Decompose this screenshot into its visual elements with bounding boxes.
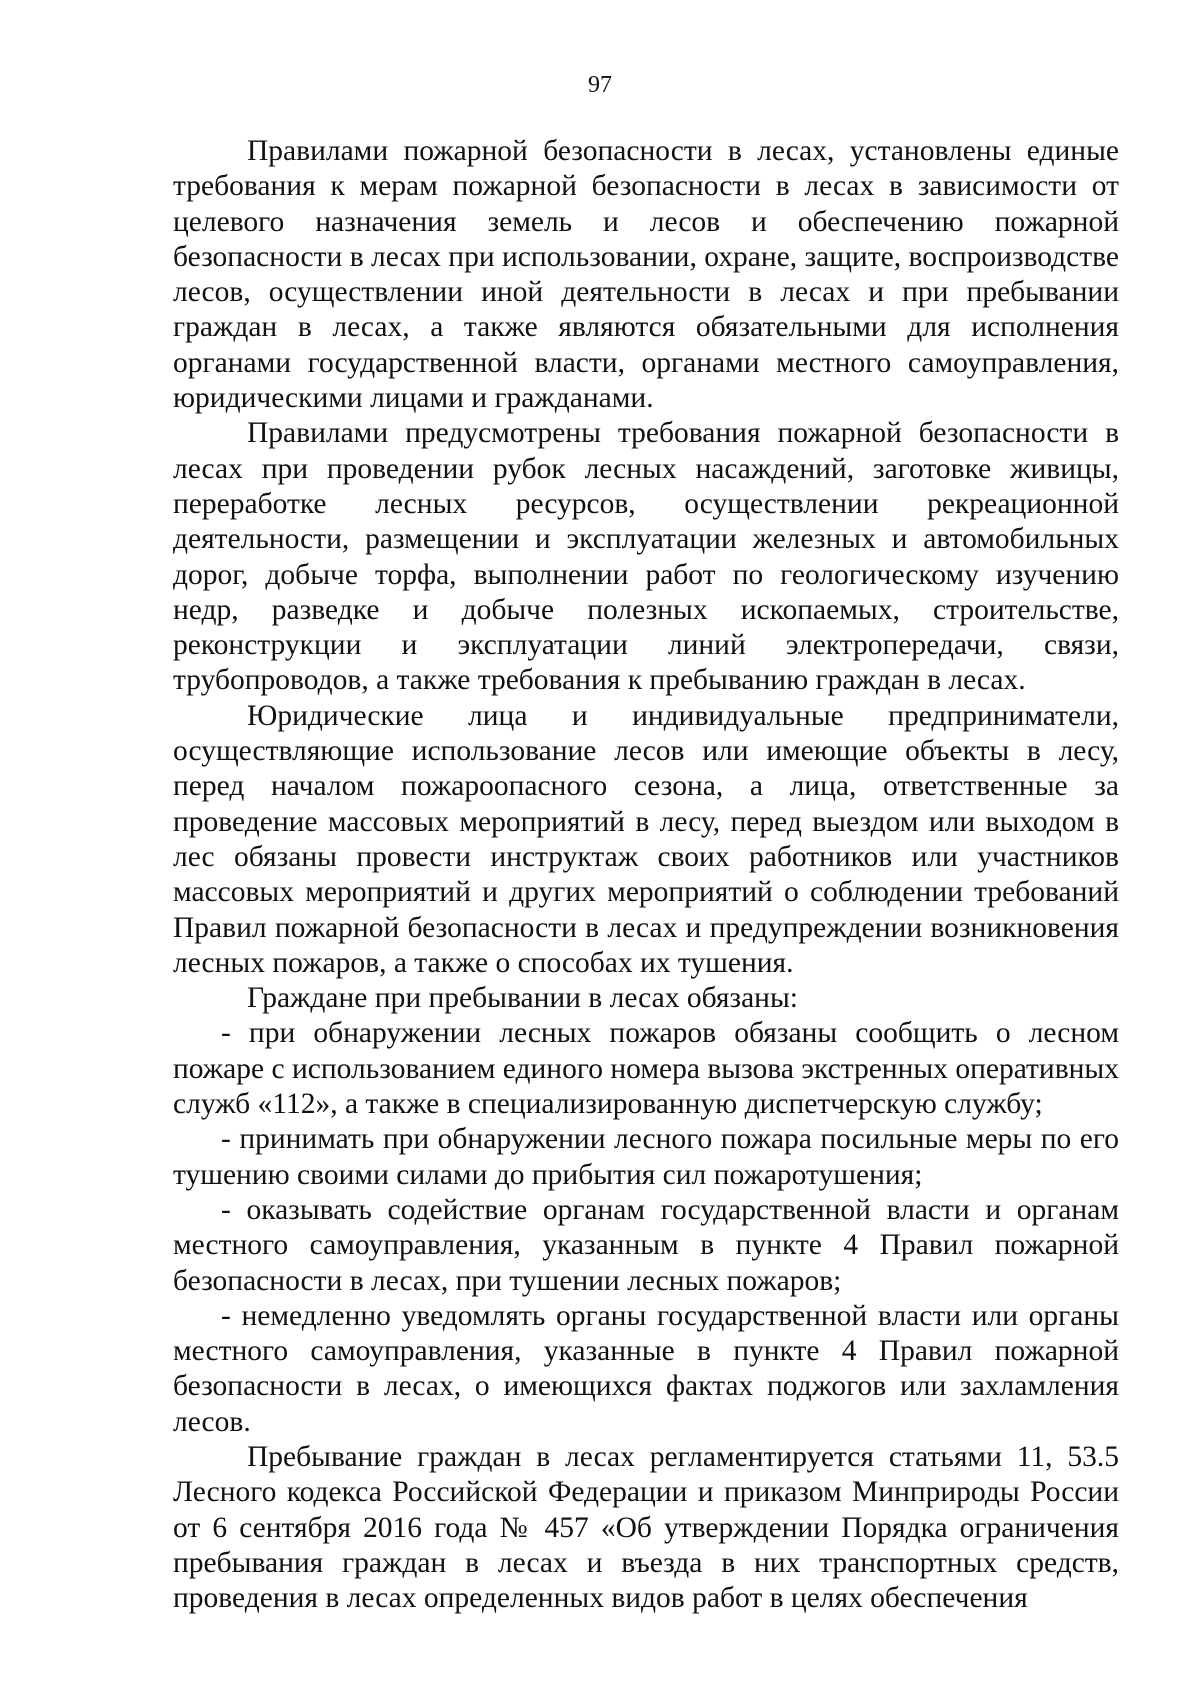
document-body — [173, 134, 1119, 1616]
list-item-extinguish-fire: - принимать при обнаружении лесного пожара посильные меры по его тушению своими силами до прибытия сил пожаротушения; — [173, 1123, 1119, 1191]
list-item-notify-arson: - немедленно уведомлять органы государственной власти или органы местного самоуправления, указанные в пункте 4 Правил пожарной безопасности в лесах, о имеющихся фактах поджогов или захламления лесов. — [173, 1299, 1119, 1438]
paragraph-citizen-obligations-intro: Граждане при пребывании в лесах обязаны: — [247, 982, 798, 1015]
paragraph-briefing-obligation: Юридические лица и индивидуальные предприниматели, осуществляющие использование лесов или имеющие объекты в лесу, перед началом пожароопасного сезона, а лица, ответственные за проведение массовых мероприятий в лесу, перед выездом или выходом в лес обязаны провести инструктаж своих работников или участников массовых мероприятий и других мероприятий о соблюдении требований Правил пожарной безопасности в лесах и предупреждении возникновения лесных пожаров, а также о способах их тушения. — [173, 699, 1119, 979]
page-number: 97 — [588, 72, 612, 98]
list-item-report-fire: - при обнаружении лесных пожаров обязаны сообщить о лесном пожаре с использованием единого номера вызова экстренных оперативных служб «112», а также в специализированную диспетчерскую службу; — [173, 1017, 1119, 1121]
paragraph-fire-safety-rules: Правилами пожарной безопасности в лесах, установлены единые требования к мерам пожарной безопасности в лесах в зависимости от целевого назначения земель и лесов и обеспечению пожарной безопасности в лесах при использовании, охране, защите, воспроизводстве лесов, осуществлении иной деятельности в лесах и при пребывании граждан в лесах, а также являются обязательными для исполнения органами государственной власти, органами местного самоуправления, юридическими лицами и гражданами. — [173, 135, 1119, 415]
paragraph-requirements-scope: Правилами предусмотрены требования пожарной безопасности в лесах при проведении рубок лесных насаждений, заготовке живицы, переработке лесных ресурсов, осуществлении рекреационной деятельности, размещении и эксплуатации железных и автомобильных дорог, добыче торфа, выполнении работ по геологическому изучению недр, разведке и добыче полезных ископаемых, строительстве, реконструкции и эксплуатации линий электропередачи, связи, трубопроводов, а также требования к пребыванию граждан в лесах. — [173, 417, 1119, 697]
paragraph-stay-regulation: Пребывание граждан в лесах регламентируется статьями 11, 53.5 Лесного кодекса Российской Федерации и приказом Минприроды России от 6 сентября 2016 года № 457 «Об утверждении Порядка ограничения пребывания граждан в лесах и въезда в них транспортных средств, проведения в лесах определенных видов работ в целях обеспечения — [173, 1440, 1119, 1615]
list-item-assist-authorities: - оказывать содействие органам государственной власти и органам местного самоуправления, указанным в пункте 4 Правил пожарной безопасности в лесах, при тушении лесных пожаров; — [173, 1193, 1119, 1297]
